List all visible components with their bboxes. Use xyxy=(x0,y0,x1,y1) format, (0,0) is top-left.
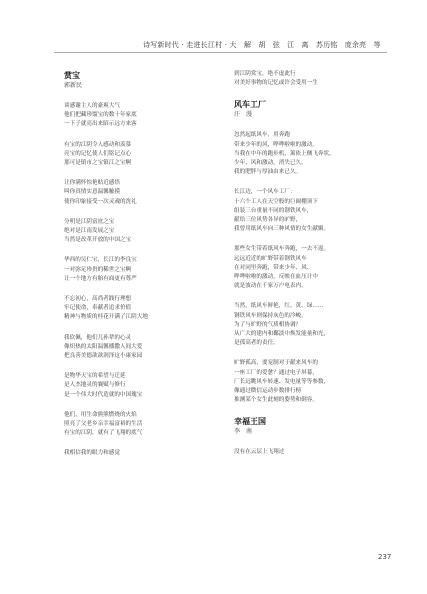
stanza xyxy=(234,188,384,234)
poem-line: 当然是改革开放的中国之宝 xyxy=(64,237,132,244)
poem-line: 当我在中年的跑步机，篱依上侧飞奔状， xyxy=(234,150,335,157)
poem-line: 厂长远眺风车转速、发电量等等参数， xyxy=(234,378,330,385)
poem-line: 绝对是江南发展之宝 xyxy=(64,228,115,235)
poem-line: 一下子就亮出来昭示远方来客 xyxy=(64,121,137,128)
poem-line: 没有在云层上飞翔过 xyxy=(234,449,285,456)
poem-line: 对美好事物的记忆或许会受用一生 xyxy=(234,80,318,87)
stanza xyxy=(64,102,214,130)
poem-line: 组装三台重量不同的钢铁风车， xyxy=(234,207,313,214)
poem-line: 精神与物质的桂花开满了江阴大地 xyxy=(64,314,148,321)
poem-title: 幸福王国 xyxy=(234,416,266,427)
poem-line: 一座工厂的爱惫？通过电子屏幕， xyxy=(234,369,318,376)
poem-line: 是人杰地灵的襄赋与修行 xyxy=(64,382,126,389)
poem-line: 一对弥足珍贵的稀世之宝啊 xyxy=(64,266,132,273)
poem-title: 赏宝 xyxy=(64,70,80,80)
poem-line: 分明是江阴富庶之宝 xyxy=(64,218,115,225)
poem-line: 少年、风和激动，消失已久， xyxy=(234,160,307,167)
stanza xyxy=(234,245,384,291)
poem-line: 照亮了父老乡亲幸福富裕的生活 xyxy=(64,421,143,428)
running-header xyxy=(0,38,427,52)
poem-line: 亮宝的记忆使人们铭记点心 xyxy=(64,150,132,157)
right-column xyxy=(234,70,384,469)
stanza xyxy=(64,372,214,400)
poem-line: 有宝的江阴令人感动和羡慕 xyxy=(64,141,132,148)
poem-line: 献给三位风势各异的旷野， xyxy=(234,217,302,224)
poem-line: 十六个工人在天空般的巨阔棚顶下 xyxy=(234,198,318,205)
poem-continuation xyxy=(234,70,384,88)
stanza xyxy=(64,179,214,207)
poem-line: 我曾用纸风车向三种风情的女生献媚。 xyxy=(234,226,330,233)
poem-line: 叫你真情实意温馨触摸 xyxy=(64,189,120,196)
stanza xyxy=(64,334,214,362)
stanza xyxy=(64,449,214,458)
poem-line: 他们，用生命熊熊燃烧的火焰 xyxy=(64,411,137,418)
poem-list xyxy=(234,99,384,457)
poem-line: 使你印象接受一次灵魂的洗礼 xyxy=(64,198,137,205)
poem-line: 有宝的江阴，就有了飞翔的底气 xyxy=(64,430,143,437)
poem-line: 就是波动在千家万户电表内。 xyxy=(234,283,307,290)
poem-line: 不忘初心，高尚者践行理想 xyxy=(64,296,132,303)
poem-author: 汗 漫 xyxy=(234,111,253,119)
poem-line: 把良善美德歆歆润泽这小康家园 xyxy=(64,353,143,360)
poem-line: 是孤高者的责任。 xyxy=(234,340,279,347)
poem-line: 像炽热的太阳温馨播撒人间大爱 xyxy=(64,343,143,350)
poem-line: 从广大的建内和鄱淡中焕发能量和光， xyxy=(234,331,330,338)
running-header-text: 诗写新时代 · 走进长江村 · 大 解 胡 弦 江 离 苏历铭 庞余亮 等 xyxy=(143,41,381,49)
poem-line: 我钦佩，他们儿孙辈的心灵 xyxy=(64,334,132,341)
poem-line: 让一个地方有胎有面更有尊严 xyxy=(64,275,137,282)
poem-line: 当然，纸风车鲜艳，红、黄、绿…… xyxy=(234,303,324,310)
poem-line: 带来少年的风，哗哗啦啦的激动。 xyxy=(234,141,318,148)
poem-line: 牢记使命，奉献者追求价值 xyxy=(64,305,132,312)
stanza xyxy=(64,411,214,439)
poem-line: 他们把藏珍馏宝的数十年家底 xyxy=(64,112,137,119)
stanza xyxy=(64,256,214,284)
poem-line: 钢铁风车则保持灰色的冷峻， xyxy=(234,312,307,319)
poem-author: 郭新民 xyxy=(64,82,83,89)
page-number: 237 xyxy=(378,553,392,561)
stanza xyxy=(234,448,384,457)
poem-line: 我的肥胖与厚油由来已久。 xyxy=(234,169,302,176)
poem-line: 让你满怀惊艳贴近感悟 xyxy=(64,180,120,187)
poem-body xyxy=(64,102,214,459)
poem-line: 推测某个女生此刻的姿势和倒容。 xyxy=(234,397,318,404)
poem-line: 哗哗啦啦的激动，反映在血压计中 xyxy=(234,274,318,281)
poem-author: 李 南 xyxy=(234,428,253,436)
poem-line: 长江边，一个风车工厂： xyxy=(234,189,296,196)
poem-line: 那些女生带着纸风车奔跑，一去不返。 xyxy=(234,246,330,253)
stanza xyxy=(234,359,384,405)
poem-line: 远远近近的旷野带着钢铁风车 xyxy=(234,255,307,262)
poem-line: 是一个伟大时代造就的中国瑰宝 xyxy=(64,391,143,398)
header-rule xyxy=(54,52,387,53)
poem-line: 忽然起纸风车，用奔跑 xyxy=(234,132,290,139)
poem-line: 那可是镇市之宝镇江之宝啊 xyxy=(64,160,132,167)
stanza xyxy=(234,131,384,177)
stanza xyxy=(64,295,214,323)
poem-line: 华西的吴仁宝，长江的李良宝 xyxy=(64,257,137,264)
poem-line: 到江阴赏宝，绝不虚此行 xyxy=(234,71,296,77)
poem-line: 谈感谢主人的豪爽大气 xyxy=(64,103,120,109)
left-column xyxy=(64,70,214,470)
stanza xyxy=(64,218,214,246)
poem-title: 风车工厂 xyxy=(234,99,266,110)
poem-line: 是物华天宝的希望与迁延 xyxy=(64,373,126,380)
stanza xyxy=(234,302,384,348)
poem-line: 在对同里奔跑，带来少年、风、 xyxy=(234,264,313,271)
poem-line: 像通过微信运动步数排行榜 xyxy=(234,388,302,395)
poem-line: 旷野孤高，要宠制对于献来风车的 xyxy=(234,360,318,367)
poem-line: 为了与旷野的气质相协调？ xyxy=(234,321,302,328)
stanza xyxy=(64,141,214,169)
poem-line: 我相信我的眼力和感觉 xyxy=(64,450,120,457)
